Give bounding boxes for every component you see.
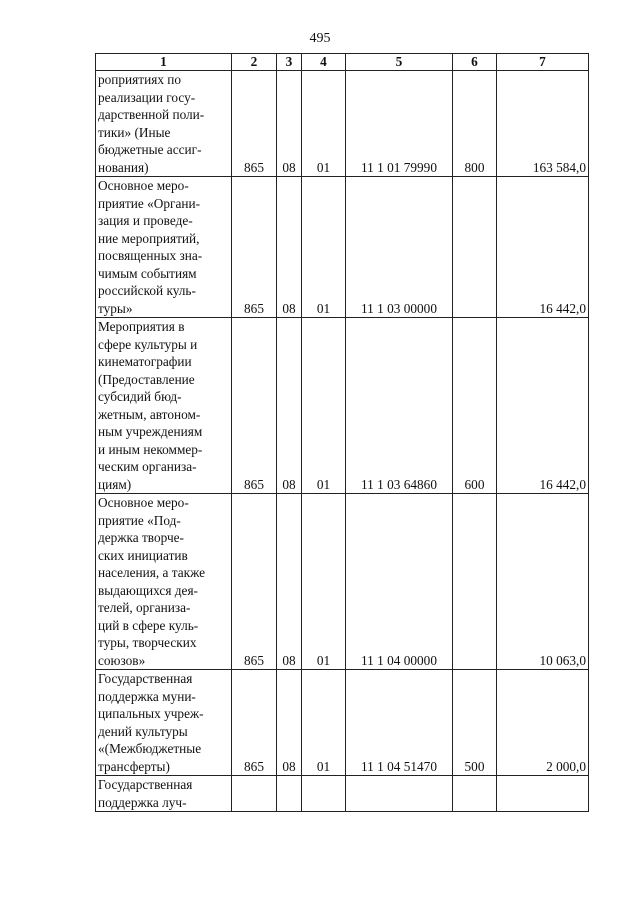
row-expense-type: 600 [453,318,497,494]
row-expense-type [453,177,497,318]
row-amount: 16 442,0 [497,318,589,494]
row-subsection: 01 [302,177,346,318]
row-subsection: 01 [302,318,346,494]
row-section: 08 [277,494,302,670]
row-target-article [346,776,453,812]
row-expense-type [453,776,497,812]
row-section: 08 [277,318,302,494]
row-section: 08 [277,71,302,177]
header-col-3: 3 [277,54,302,71]
row-name: Основное меро- приятие «Органи- зация и проведе- ние мероприятий, посвященных зна- чимым событиям российской куль- туры» [96,177,232,318]
row-expense-type: 500 [453,670,497,776]
row-expense-type [453,494,497,670]
header-col-4: 4 [302,54,346,71]
row-ministry-code [232,776,277,812]
table-row [96,177,589,318]
row-subsection: 01 [302,670,346,776]
header-col-5: 5 [346,54,453,71]
row-expense-type: 800 [453,71,497,177]
row-amount: 2 000,0 [497,670,589,776]
row-name: Мероприятия в сфере культуры и кинематографии (Предоставление субсидий бюд- жетным, автоном- ным учреждениям и иным некоммер- ческим организа- циям) [96,318,232,494]
header-col-1: 1 [96,54,232,71]
row-subsection: 01 [302,71,346,177]
row-ministry-code: 865 [232,670,277,776]
row-amount: 16 442,0 [497,177,589,318]
budget-table [95,53,589,812]
table-row [96,71,589,177]
table-row [96,776,589,812]
header-col-7: 7 [497,54,589,71]
row-subsection: 01 [302,494,346,670]
row-ministry-code: 865 [232,177,277,318]
row-name: Государственная поддержка муни- ципальных учреж- дений культуры «(Межбюджетные трансферты) [96,670,232,776]
header-row [96,54,589,71]
row-ministry-code: 865 [232,494,277,670]
page-number: 495 [309,31,331,46]
table-row [96,318,589,494]
row-section: 08 [277,177,302,318]
row-target-article: 11 1 04 51470 [346,670,453,776]
table-row [96,494,589,670]
row-section [277,776,302,812]
row-name: Основное меро- приятие «Под- держка творче- ских инициатив населения, а также выдающихся дея- телей, организа- ций в сфере куль- туры, творческих союзов» [96,494,232,670]
row-name: роприятиях по реализации госу- дарственной поли- тики» (Иные бюджетные ассиг- нования) [96,71,232,177]
row-target-article: 11 1 03 64860 [346,318,453,494]
header-col-6: 6 [453,54,497,71]
row-subsection [302,776,346,812]
row-amount [497,776,589,812]
row-name: Государственная поддержка луч- [96,776,232,812]
row-target-article: 11 1 03 00000 [346,177,453,318]
row-target-article: 11 1 01 79990 [346,71,453,177]
header-col-2: 2 [232,54,277,71]
table-row [96,670,589,776]
row-amount: 163 584,0 [497,71,589,177]
row-ministry-code: 865 [232,318,277,494]
row-target-article: 11 1 04 00000 [346,494,453,670]
row-ministry-code: 865 [232,71,277,177]
row-amount: 10 063,0 [497,494,589,670]
row-section: 08 [277,670,302,776]
